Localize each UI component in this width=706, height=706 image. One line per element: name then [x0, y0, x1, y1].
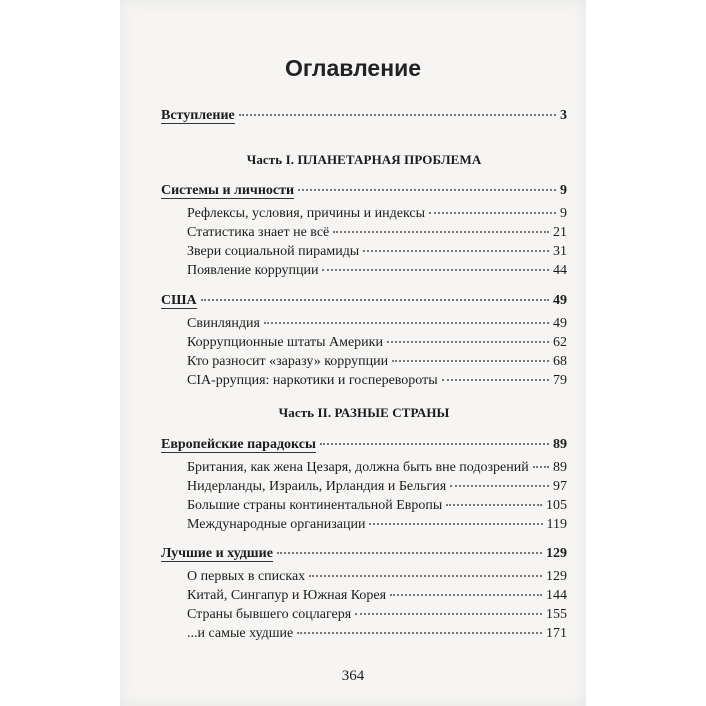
toc-entry-label: Китай, Сингапур и Южная Корея — [187, 588, 387, 603]
toc-entry-page: 49 — [553, 293, 567, 308]
toc-entry-label: Вступление — [161, 108, 235, 123]
toc-entry[interactable] — [187, 373, 567, 389]
toc-entry-page: 144 — [546, 588, 567, 603]
dot-leader — [277, 552, 542, 554]
dot-leader — [369, 523, 542, 525]
toc-entry-label: Британия, как жена Цезаря, должна быть вне подозрений — [187, 460, 529, 475]
toc-entry[interactable] — [187, 498, 567, 514]
toc-entry-page: 119 — [546, 517, 567, 532]
toc-entry-label: Европейские парадоксы — [161, 437, 316, 452]
dot-leader — [239, 114, 556, 116]
toc-entry-page: 79 — [553, 373, 567, 388]
dot-leader — [320, 443, 549, 445]
toc-entry[interactable] — [187, 335, 567, 351]
toc-entry-page: 89 — [553, 437, 567, 452]
toc-entry[interactable] — [187, 460, 567, 476]
toc-chapter-europe[interactable] — [161, 437, 567, 453]
toc-entry[interactable] — [187, 244, 567, 260]
toc-entry-introduction[interactable] — [161, 108, 567, 124]
toc-entry[interactable] — [187, 607, 567, 623]
dot-leader — [297, 632, 542, 634]
dot-leader — [298, 189, 556, 191]
dot-leader — [387, 341, 549, 343]
toc-entry-label: Нидерланды, Израиль, Ирландия и Бельгия — [187, 479, 447, 494]
toc-entry[interactable] — [187, 569, 567, 585]
toc-entry[interactable] — [187, 588, 567, 604]
toc-entry[interactable] — [187, 354, 567, 370]
toc-entry-page: 155 — [546, 607, 567, 622]
toc-entry-label: CIA-ррупция: наркотики и госперевороты — [187, 373, 438, 388]
toc-entry-page: 21 — [553, 225, 567, 240]
toc-entry-label: Коррупционные штаты Америки — [187, 335, 383, 350]
toc-entry-label: О первых в списках — [187, 569, 306, 584]
toc-entry-page: 49 — [553, 316, 567, 331]
dot-leader — [442, 379, 549, 381]
part-heading-2: Часть II. РАЗНЫЕ СТРАНЫ — [278, 405, 450, 420]
toc-entry[interactable] — [187, 479, 567, 495]
toc-entry-label: Статистика знает не всё — [187, 225, 330, 240]
toc-entry[interactable] — [187, 626, 567, 642]
toc-entry[interactable] — [187, 263, 567, 279]
toc-entry-page: 3 — [560, 108, 567, 123]
toc-entry-page: 31 — [553, 244, 567, 259]
dot-leader — [333, 231, 549, 233]
dot-leader — [322, 269, 549, 271]
dot-leader — [533, 466, 549, 468]
toc-entry-label: Рефлексы, условия, причины и индексы — [187, 206, 426, 221]
toc-entry-page: 44 — [553, 263, 567, 278]
toc-entry-page: 105 — [546, 498, 567, 513]
toc-entry-label: Звери социальной пирамиды — [187, 244, 360, 259]
dot-leader — [446, 504, 542, 506]
toc-entry-label: ...и самые худшие — [187, 626, 294, 641]
toc-entry-page: 68 — [553, 354, 567, 369]
toc-entry-label: Свинляндия — [187, 316, 260, 331]
toc-entry-label: Кто разносит «заразу» коррупции — [187, 354, 389, 369]
dot-leader — [355, 613, 542, 615]
dot-leader — [390, 594, 542, 596]
toc-entry-label: Страны бывшего соцлагеря — [187, 607, 352, 622]
dot-leader — [363, 250, 549, 252]
toc-entry-page: 97 — [553, 479, 567, 494]
dot-leader — [450, 485, 549, 487]
toc-entry-label: Большие страны континентальной Европы — [187, 498, 443, 513]
toc-entry[interactable] — [187, 517, 567, 533]
toc-entry-page: 129 — [546, 546, 567, 561]
toc-entry-label: Появление коррупции — [187, 263, 319, 278]
dot-leader — [392, 360, 549, 362]
toc-entry-label: США — [161, 293, 197, 308]
dot-leader — [429, 212, 556, 214]
toc-entry-page: 9 — [560, 206, 567, 221]
toc-entry[interactable] — [187, 225, 567, 241]
toc-chapter-usa[interactable] — [161, 293, 567, 309]
dot-leader — [309, 575, 542, 577]
toc-entry[interactable] — [187, 206, 567, 222]
toc-chapter-best-worst[interactable] — [161, 546, 567, 562]
toc-entry[interactable] — [187, 316, 567, 332]
toc-entry-label: Международные организации — [187, 517, 366, 532]
toc-entry-page: 129 — [546, 569, 567, 584]
toc-chapter-systems[interactable] — [161, 183, 567, 199]
page-title: Оглавление — [284, 55, 422, 81]
toc-entry-page: 9 — [560, 183, 567, 198]
dot-leader — [264, 322, 549, 324]
toc-entry-page: 171 — [546, 626, 567, 641]
toc-entry-label: Лучшие и худшие — [161, 546, 273, 561]
toc-entry-page: 62 — [553, 335, 567, 350]
dot-leader — [201, 299, 549, 301]
toc-entry-page: 89 — [553, 460, 567, 475]
page-number: 364 — [341, 668, 365, 684]
toc-entry-label: Системы и личности — [161, 183, 295, 198]
part-heading-1: Часть I. ПЛАНЕТАРНАЯ ПРОБЛЕМА — [246, 152, 482, 167]
